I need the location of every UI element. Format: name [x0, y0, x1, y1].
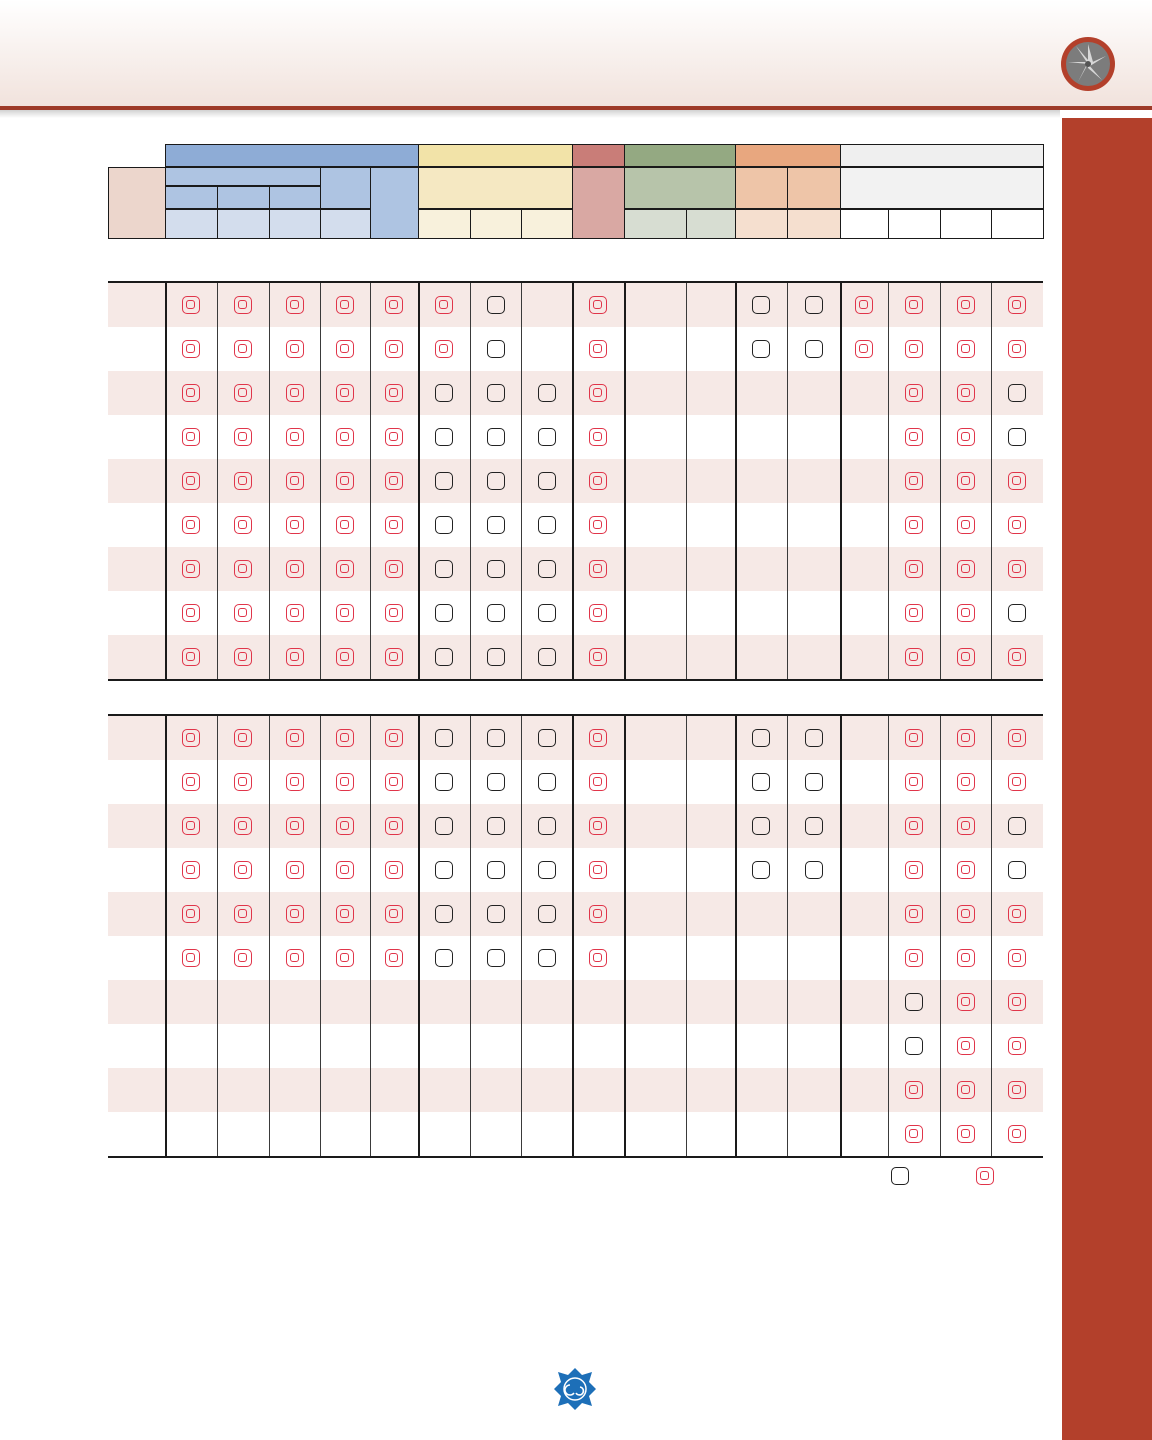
section-1-col-rule [418, 283, 420, 679]
header-sub-2 [370, 167, 419, 239]
excellent-mark-icon [1008, 516, 1026, 534]
excellent-mark-icon [385, 604, 403, 622]
excellent-mark-icon [182, 817, 200, 835]
excellent-mark-icon [234, 773, 252, 791]
excellent-mark-icon [1008, 472, 1026, 490]
section-1-col-rule [787, 283, 788, 679]
excellent-mark-icon [589, 560, 607, 578]
excellent-mark-icon [385, 296, 403, 314]
good-mark-icon [487, 648, 505, 666]
excellent-mark-icon [234, 384, 252, 402]
excellent-mark-icon [905, 729, 923, 747]
good-mark-icon [487, 604, 505, 622]
excellent-mark-icon [957, 648, 975, 666]
section-2-col-rule [686, 716, 687, 1156]
excellent-mark-icon [182, 949, 200, 967]
good-mark-icon [905, 1037, 923, 1055]
good-mark-icon [805, 861, 823, 879]
good-mark-icon [435, 560, 453, 578]
header-leaf-5 [470, 209, 522, 239]
good-mark-icon [487, 384, 505, 402]
section-1-col-rule [940, 283, 941, 679]
section-2-bottom-rule [108, 1156, 1043, 1158]
excellent-mark-icon [589, 516, 607, 534]
excellent-mark-icon [589, 861, 607, 879]
header-leaf-13 [940, 209, 992, 239]
good-mark-icon [752, 729, 770, 747]
header-sub-3 [418, 167, 573, 209]
excellent-mark-icon [589, 648, 607, 666]
excellent-mark-icon [905, 560, 923, 578]
excellent-mark-icon [234, 861, 252, 879]
good-mark-icon [435, 861, 453, 879]
excellent-mark-icon [1008, 1125, 1026, 1143]
excellent-mark-icon [182, 861, 200, 879]
excellent-mark-icon [286, 560, 304, 578]
section-2-top-rule [108, 714, 1043, 716]
section-2-row [108, 1024, 1043, 1068]
excellent-mark-icon [905, 340, 923, 358]
good-mark-icon [805, 729, 823, 747]
good-mark-icon [805, 773, 823, 791]
excellent-mark-icon [957, 861, 975, 879]
section-1-col-rule [991, 283, 992, 679]
excellent-mark-icon [957, 472, 975, 490]
excellent-mark-icon [905, 516, 923, 534]
good-mark-icon [435, 905, 453, 923]
excellent-mark-icon [336, 861, 354, 879]
section-2-col-rule [624, 716, 626, 1156]
excellent-mark-icon [957, 560, 975, 578]
header-group-5 [840, 144, 1044, 167]
good-mark-icon [487, 905, 505, 923]
excellent-mark-icon [957, 905, 975, 923]
excellent-mark-icon [589, 817, 607, 835]
good-mark-icon [538, 773, 556, 791]
excellent-mark-icon [182, 296, 200, 314]
header-leaf-9 [735, 209, 788, 239]
excellent-mark-icon [336, 949, 354, 967]
excellent-mark-icon [1008, 560, 1026, 578]
excellent-mark-icon [182, 773, 200, 791]
excellent-mark-icon [957, 384, 975, 402]
header-group-0 [165, 144, 419, 167]
section-2-col-rule [320, 716, 321, 1156]
excellent-mark-icon [385, 949, 403, 967]
excellent-mark-icon [286, 296, 304, 314]
excellent-mark-icon [286, 516, 304, 534]
excellent-mark-icon [336, 472, 354, 490]
excellent-mark-icon [286, 384, 304, 402]
gs-brand-logo-icon [552, 1366, 598, 1412]
good-mark-icon [1008, 604, 1026, 622]
excellent-mark-icon [234, 560, 252, 578]
section-1-col-rule [470, 283, 471, 679]
excellent-mark-icon [182, 384, 200, 402]
section-2-row [108, 1068, 1043, 1112]
section-2-col-rule [521, 716, 522, 1156]
header-leaf-2 [269, 209, 321, 239]
excellent-mark-icon [182, 428, 200, 446]
excellent-mark-icon [385, 384, 403, 402]
section-2-col-rule [418, 716, 420, 1156]
section-1-col-rule [521, 283, 522, 679]
good-mark-icon [1008, 817, 1026, 835]
good-mark-icon [1008, 384, 1026, 402]
excellent-mark-icon [182, 472, 200, 490]
excellent-mark-icon [1008, 905, 1026, 923]
excellent-mark-icon [286, 905, 304, 923]
excellent-mark-icon [385, 729, 403, 747]
header-leaf-0 [165, 209, 218, 239]
section-1-col-rule [888, 283, 889, 679]
excellent-mark-icon [957, 604, 975, 622]
good-mark-icon [538, 949, 556, 967]
excellent-mark-icon [182, 905, 200, 923]
excellent-mark-icon [286, 604, 304, 622]
excellent-mark-icon [182, 604, 200, 622]
excellent-mark-icon [589, 949, 607, 967]
header-leaf-7 [624, 209, 687, 239]
excellent-mark-icon [957, 1037, 975, 1055]
excellent-mark-icon [234, 949, 252, 967]
header-sub-1 [320, 167, 371, 209]
excellent-mark-icon [336, 516, 354, 534]
excellent-mark-icon [957, 729, 975, 747]
excellent-mark-icon [385, 817, 403, 835]
excellent-mark-icon [905, 773, 923, 791]
excellent-mark-icon [1008, 340, 1026, 358]
section-1-col-rule [269, 283, 270, 679]
excellent-mark-icon [905, 384, 923, 402]
good-mark-icon [805, 817, 823, 835]
good-mark-icon [487, 296, 505, 314]
good-mark-icon [538, 428, 556, 446]
excellent-mark-icon [385, 905, 403, 923]
good-mark-icon [752, 861, 770, 879]
header-sub-7 [787, 167, 841, 209]
excellent-mark-icon [286, 861, 304, 879]
excellent-mark-icon [905, 1081, 923, 1099]
excellent-mark-icon [589, 296, 607, 314]
good-mark-icon [435, 384, 453, 402]
excellent-mark-icon [905, 905, 923, 923]
good-mark-icon [538, 384, 556, 402]
excellent-mark-icon [589, 340, 607, 358]
excellent-mark-icon [336, 817, 354, 835]
section-1-col-rule [217, 283, 218, 679]
excellent-mark-icon [336, 604, 354, 622]
good-mark-icon [435, 516, 453, 534]
excellent-mark-icon [336, 648, 354, 666]
excellent-mark-icon [336, 560, 354, 578]
excellent-mark-icon [1008, 993, 1026, 1011]
legend-good-icon [891, 1167, 909, 1185]
good-mark-icon [487, 817, 505, 835]
section-2-col-rule [217, 716, 218, 1156]
excellent-mark-icon [905, 1125, 923, 1143]
excellent-mark-icon [957, 428, 975, 446]
good-mark-icon [538, 560, 556, 578]
excellent-mark-icon [589, 472, 607, 490]
excellent-mark-icon [905, 296, 923, 314]
excellent-mark-icon [234, 648, 252, 666]
excellent-mark-icon [234, 516, 252, 534]
section-2-col-rule [470, 716, 471, 1156]
excellent-mark-icon [905, 428, 923, 446]
good-mark-icon [487, 729, 505, 747]
good-mark-icon [435, 648, 453, 666]
excellent-mark-icon [182, 560, 200, 578]
good-mark-icon [1008, 428, 1026, 446]
good-mark-icon [805, 296, 823, 314]
good-mark-icon [487, 340, 505, 358]
excellent-mark-icon [957, 993, 975, 1011]
good-mark-icon [487, 773, 505, 791]
good-mark-icon [538, 648, 556, 666]
excellent-mark-icon [286, 472, 304, 490]
excellent-mark-icon [286, 340, 304, 358]
excellent-mark-icon [385, 428, 403, 446]
section-1-col-rule [572, 283, 574, 679]
excellent-mark-icon [286, 949, 304, 967]
excellent-mark-icon [336, 905, 354, 923]
good-mark-icon [752, 340, 770, 358]
excellent-mark-icon [957, 949, 975, 967]
excellent-mark-icon [286, 817, 304, 835]
header-leaf-8 [686, 209, 736, 239]
section-1-col-rule [840, 283, 842, 679]
excellent-mark-icon [855, 296, 873, 314]
section-2-col-rule [572, 716, 574, 1156]
header-leaf-14 [991, 209, 1044, 239]
header-leaf-10 [787, 209, 841, 239]
header-sub-8 [840, 167, 1044, 209]
good-mark-icon [1008, 861, 1026, 879]
header-leaf-4 [418, 209, 471, 239]
good-mark-icon [435, 604, 453, 622]
good-mark-icon [538, 905, 556, 923]
excellent-mark-icon [385, 560, 403, 578]
good-mark-icon [487, 516, 505, 534]
excellent-mark-icon [435, 296, 453, 314]
good-mark-icon [538, 516, 556, 534]
excellent-mark-icon [1008, 949, 1026, 967]
excellent-mark-icon [957, 773, 975, 791]
header-sub-0 [165, 167, 321, 186]
excellent-mark-icon [336, 773, 354, 791]
good-mark-icon [487, 949, 505, 967]
good-mark-icon [752, 296, 770, 314]
excellent-mark-icon [905, 648, 923, 666]
good-mark-icon [487, 861, 505, 879]
excellent-mark-icon [336, 340, 354, 358]
section-1-col-rule [686, 283, 687, 679]
excellent-mark-icon [1008, 648, 1026, 666]
excellent-mark-icon [905, 817, 923, 835]
excellent-mark-icon [286, 648, 304, 666]
good-mark-icon [435, 428, 453, 446]
excellent-mark-icon [286, 428, 304, 446]
section-2-row [108, 980, 1043, 1024]
good-mark-icon [752, 773, 770, 791]
header-sub-5 [624, 167, 736, 209]
header-sub-4 [572, 167, 625, 239]
excellent-mark-icon [589, 428, 607, 446]
section-2-col-rule [165, 716, 167, 1156]
section-2-col-rule [735, 716, 737, 1156]
header-leaf-6 [521, 209, 573, 239]
section-2-col-rule [940, 716, 941, 1156]
excellent-mark-icon [385, 773, 403, 791]
section-2-col-rule [888, 716, 889, 1156]
good-mark-icon [435, 817, 453, 835]
good-mark-icon [487, 560, 505, 578]
excellent-mark-icon [336, 384, 354, 402]
excellent-mark-icon [435, 340, 453, 358]
section-2-col-rule [840, 716, 842, 1156]
good-mark-icon [538, 861, 556, 879]
section-1-col-rule [320, 283, 321, 679]
excellent-mark-icon [1008, 729, 1026, 747]
good-mark-icon [435, 729, 453, 747]
excellent-mark-icon [385, 340, 403, 358]
excellent-mark-icon [234, 340, 252, 358]
good-mark-icon [538, 729, 556, 747]
excellent-mark-icon [286, 773, 304, 791]
excellent-mark-icon [182, 729, 200, 747]
excellent-mark-icon [957, 516, 975, 534]
excellent-mark-icon [182, 340, 200, 358]
header-group-2 [572, 144, 625, 167]
excellent-mark-icon [905, 472, 923, 490]
section-2-col-rule [991, 716, 992, 1156]
excellent-mark-icon [234, 817, 252, 835]
excellent-mark-icon [957, 296, 975, 314]
excellent-mark-icon [589, 729, 607, 747]
excellent-mark-icon [286, 729, 304, 747]
legend-excellent-icon [976, 1167, 994, 1185]
good-mark-icon [538, 817, 556, 835]
header-corner [108, 167, 166, 239]
header-leaf-3 [320, 209, 371, 239]
excellent-mark-icon [589, 384, 607, 402]
excellent-mark-icon [957, 340, 975, 358]
section-2-row [108, 1112, 1043, 1156]
excellent-mark-icon [957, 1081, 975, 1099]
excellent-mark-icon [234, 428, 252, 446]
excellent-mark-icon [336, 428, 354, 446]
header-group-3 [624, 144, 736, 167]
section-1-bottom-rule [108, 679, 1043, 681]
header-group-4 [735, 144, 841, 167]
header-leaf-11 [840, 209, 889, 239]
excellent-mark-icon [1008, 1037, 1026, 1055]
header-sub-a-0 [165, 186, 218, 209]
excellent-mark-icon [234, 729, 252, 747]
header-sub-a-2 [269, 186, 321, 209]
excellent-mark-icon [385, 648, 403, 666]
section-1-top-rule [108, 281, 1043, 283]
excellent-mark-icon [589, 773, 607, 791]
excellent-mark-icon [336, 729, 354, 747]
good-mark-icon [435, 472, 453, 490]
section-1-col-rule [165, 283, 167, 679]
header-sub-a-1 [217, 186, 270, 209]
section-1-col-rule [735, 283, 737, 679]
excellent-mark-icon [855, 340, 873, 358]
good-mark-icon [487, 428, 505, 446]
header-leaf-1 [217, 209, 270, 239]
excellent-mark-icon [905, 604, 923, 622]
excellent-mark-icon [234, 472, 252, 490]
excellent-mark-icon [385, 861, 403, 879]
excellent-mark-icon [385, 516, 403, 534]
excellent-mark-icon [234, 604, 252, 622]
good-mark-icon [487, 472, 505, 490]
excellent-mark-icon [182, 516, 200, 534]
excellent-mark-icon [905, 949, 923, 967]
good-mark-icon [905, 993, 923, 1011]
excellent-mark-icon [589, 905, 607, 923]
excellent-mark-icon [1008, 773, 1026, 791]
header-sub-6 [735, 167, 788, 209]
header-leaf-12 [888, 209, 941, 239]
excellent-mark-icon [589, 604, 607, 622]
excellent-mark-icon [385, 472, 403, 490]
excellent-mark-icon [1008, 296, 1026, 314]
section-1-col-rule [370, 283, 371, 679]
excellent-mark-icon [957, 817, 975, 835]
excellent-mark-icon [182, 648, 200, 666]
excellent-mark-icon [957, 1125, 975, 1143]
excellent-mark-icon [234, 905, 252, 923]
good-mark-icon [538, 604, 556, 622]
good-mark-icon [805, 340, 823, 358]
good-mark-icon [538, 472, 556, 490]
excellent-mark-icon [234, 296, 252, 314]
excellent-mark-icon [905, 861, 923, 879]
good-mark-icon [752, 817, 770, 835]
section-2-col-rule [370, 716, 371, 1156]
section-1-col-rule [624, 283, 626, 679]
good-mark-icon [435, 949, 453, 967]
section-2-col-rule [787, 716, 788, 1156]
excellent-mark-icon [336, 296, 354, 314]
section-2-col-rule [269, 716, 270, 1156]
header-group-1 [418, 144, 573, 167]
excellent-mark-icon [1008, 1081, 1026, 1099]
good-mark-icon [435, 773, 453, 791]
